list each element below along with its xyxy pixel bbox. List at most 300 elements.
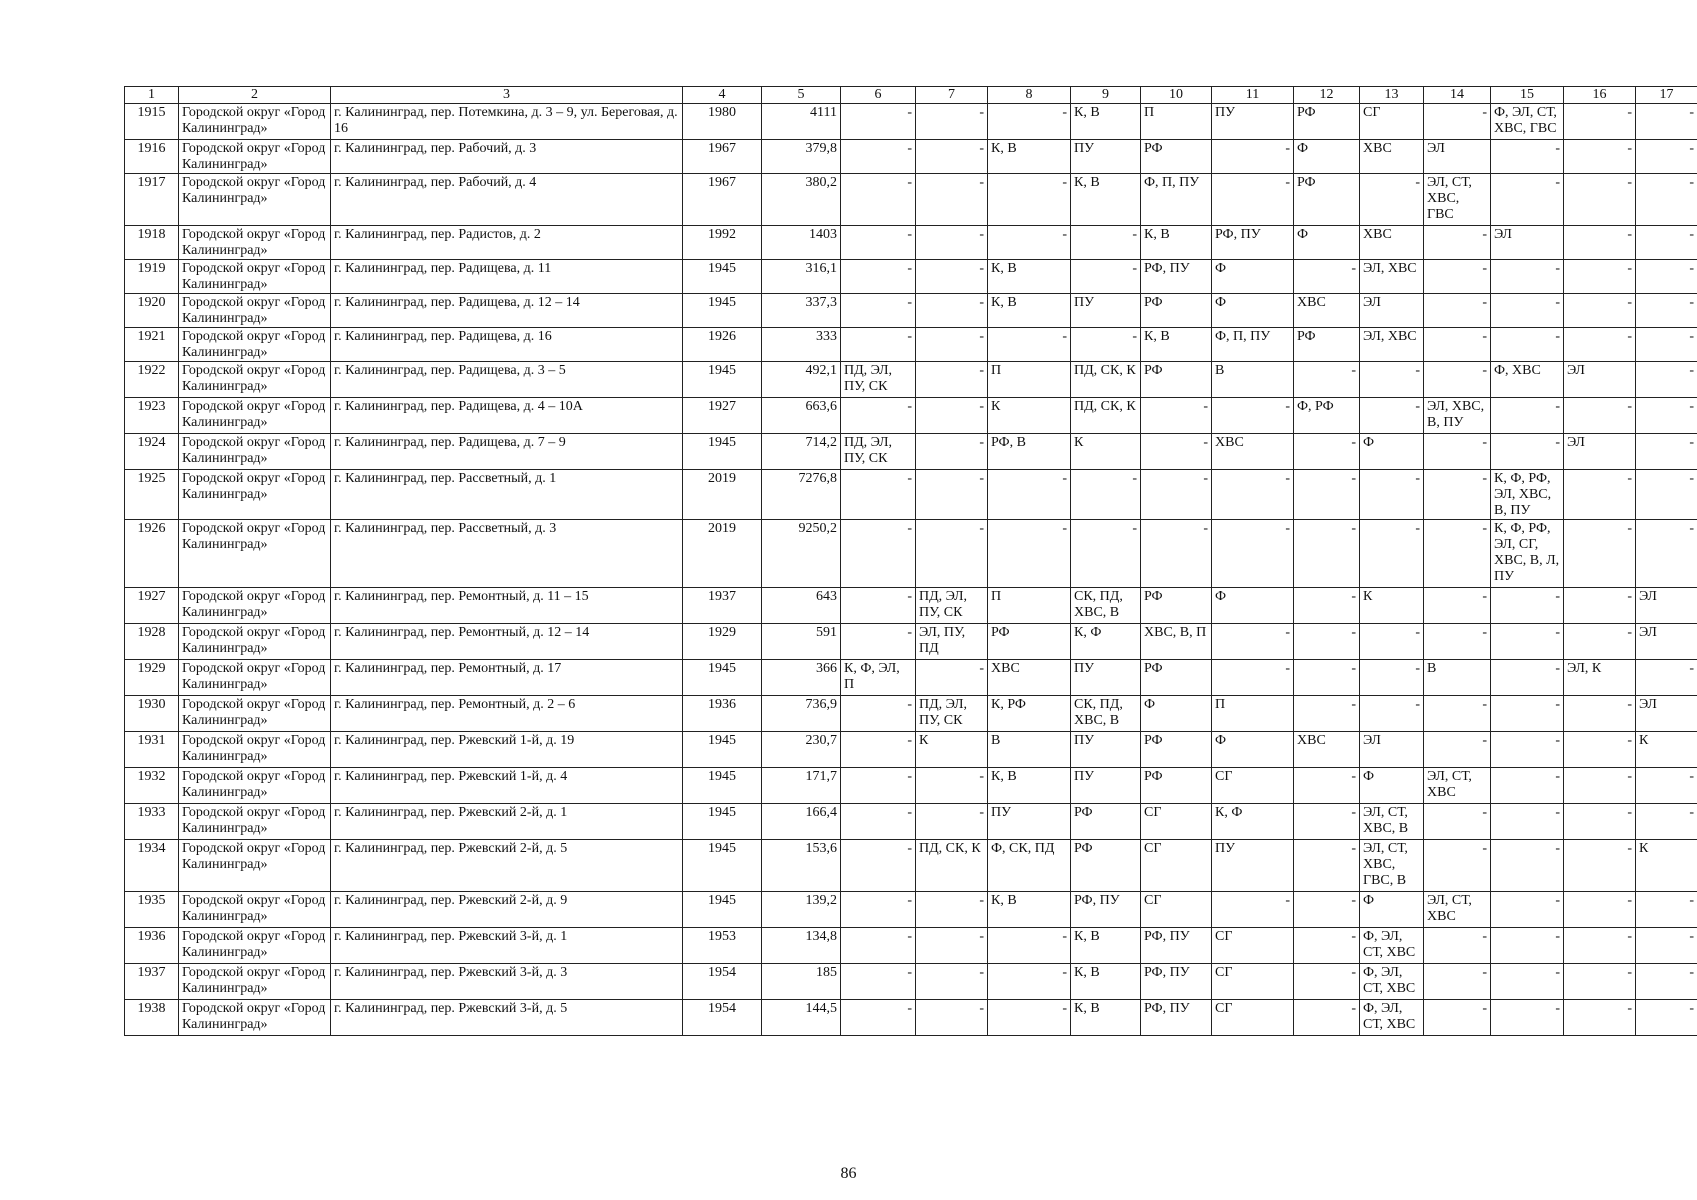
column-header-13: 13 [1360, 87, 1424, 104]
cell-col-10: РФ [1141, 660, 1212, 696]
cell-col-10: П [1141, 104, 1212, 140]
cell-address: г. Калининград, пер. Ремонтный, д. 11 – 15 [331, 588, 683, 624]
cell-col-14: - [1424, 362, 1491, 398]
cell-col-8: РФ, В [988, 434, 1071, 470]
cell-district: Городской округ «Город Калининград» [179, 804, 331, 840]
cell-col-13: - [1360, 398, 1424, 434]
cell-col-7: ПД, ЭЛ, ПУ, СК [916, 696, 988, 732]
cell-col-17: ЭЛ [1636, 624, 1697, 660]
cell-col-6: - [841, 928, 916, 964]
cell-col-14: - [1424, 226, 1491, 260]
cell-col-16: ЭЛ, К [1564, 660, 1636, 696]
column-header-12: 12 [1294, 87, 1360, 104]
cell-col-9: К, В [1071, 174, 1141, 226]
cell-total-area: 4111 [762, 104, 841, 140]
cell-col-15: - [1491, 140, 1564, 174]
cell-row-number: 1932 [125, 768, 179, 804]
cell-col-10: СГ [1141, 840, 1212, 892]
cell-col-7: - [916, 1000, 988, 1036]
cell-col-17: - [1636, 928, 1697, 964]
cell-col-7: - [916, 892, 988, 928]
column-header-16: 16 [1564, 87, 1636, 104]
cell-col-14: ЭЛ, СТ, ХВС [1424, 768, 1491, 804]
cell-col-17: - [1636, 328, 1697, 362]
cell-col-15: - [1491, 260, 1564, 294]
cell-col-13: ХВС [1360, 140, 1424, 174]
cell-col-13: - [1360, 624, 1424, 660]
cell-col-8: К [988, 398, 1071, 434]
cell-total-area: 316,1 [762, 260, 841, 294]
cell-col-11: СГ [1212, 1000, 1294, 1036]
cell-col-9: - [1071, 328, 1141, 362]
cell-district: Городской округ «Город Калининград» [179, 174, 331, 226]
cell-col-6: - [841, 104, 916, 140]
cell-col-12: РФ [1294, 174, 1360, 226]
cell-col-6: - [841, 840, 916, 892]
cell-district: Городской округ «Город Калининград» [179, 362, 331, 398]
cell-col-16: - [1564, 768, 1636, 804]
cell-col-8: П [988, 362, 1071, 398]
cell-col-8: К, В [988, 140, 1071, 174]
cell-row-number: 1938 [125, 1000, 179, 1036]
cell-col-13: Ф [1360, 434, 1424, 470]
cell-row-number: 1934 [125, 840, 179, 892]
cell-year-built: 1927 [683, 398, 762, 434]
cell-col-9: К, В [1071, 928, 1141, 964]
cell-district: Городской округ «Город Калининград» [179, 434, 331, 470]
cell-col-12: Ф, РФ [1294, 398, 1360, 434]
cell-col-10: РФ, ПУ [1141, 260, 1212, 294]
cell-col-16: - [1564, 104, 1636, 140]
cell-col-17: - [1636, 294, 1697, 328]
cell-address: г. Калининград, пер. Потемкина, д. 3 – 9, ул. Береговая, д. 16 [331, 104, 683, 140]
cell-col-13: ЭЛ, СТ, ХВС, В [1360, 804, 1424, 840]
cell-col-15: - [1491, 660, 1564, 696]
cell-col-7: - [916, 260, 988, 294]
cell-col-16: - [1564, 624, 1636, 660]
cell-col-14: - [1424, 964, 1491, 1000]
cell-total-area: 736,9 [762, 696, 841, 732]
cell-col-12: РФ [1294, 104, 1360, 140]
cell-year-built: 1953 [683, 928, 762, 964]
cell-col-16: - [1564, 588, 1636, 624]
cell-col-6: - [841, 328, 916, 362]
cell-col-7: - [916, 398, 988, 434]
cell-col-11: ХВС [1212, 434, 1294, 470]
cell-col-17: - [1636, 1000, 1697, 1036]
cell-col-16: - [1564, 892, 1636, 928]
cell-address: г. Калининград, пер. Радищева, д. 12 – 14 [331, 294, 683, 328]
cell-district: Городской округ «Город Калининград» [179, 840, 331, 892]
cell-col-8: РФ [988, 624, 1071, 660]
cell-col-12: - [1294, 520, 1360, 588]
cell-year-built: 1954 [683, 1000, 762, 1036]
cell-col-6: - [841, 964, 916, 1000]
cell-col-10: К, В [1141, 328, 1212, 362]
cell-col-13: К [1360, 588, 1424, 624]
cell-address: г. Калининград, пер. Радищева, д. 16 [331, 328, 683, 362]
cell-col-7: - [916, 804, 988, 840]
cell-col-15: - [1491, 964, 1564, 1000]
cell-col-10: - [1141, 520, 1212, 588]
cell-col-6: - [841, 226, 916, 260]
column-header-5: 5 [762, 87, 841, 104]
cell-col-8: К, В [988, 892, 1071, 928]
column-header-15: 15 [1491, 87, 1564, 104]
table-row [125, 520, 1697, 588]
cell-col-17: - [1636, 362, 1697, 398]
cell-district: Городской округ «Город Калининград» [179, 624, 331, 660]
cell-col-8: ХВС [988, 660, 1071, 696]
cell-col-14: ЭЛ, СТ, ХВС, ГВС [1424, 174, 1491, 226]
cell-col-8: К, В [988, 768, 1071, 804]
cell-total-area: 337,3 [762, 294, 841, 328]
cell-col-14: - [1424, 434, 1491, 470]
cell-col-16: - [1564, 928, 1636, 964]
cell-district: Городской округ «Город Калининград» [179, 140, 331, 174]
cell-col-7: - [916, 470, 988, 520]
cell-row-number: 1927 [125, 588, 179, 624]
cell-col-9: РФ, ПУ [1071, 892, 1141, 928]
cell-col-8: - [988, 520, 1071, 588]
cell-col-8: - [988, 174, 1071, 226]
cell-row-number: 1925 [125, 470, 179, 520]
cell-col-17: - [1636, 892, 1697, 928]
cell-col-6: - [841, 260, 916, 294]
cell-col-8: В [988, 732, 1071, 768]
cell-col-15: - [1491, 732, 1564, 768]
cell-col-16: - [1564, 328, 1636, 362]
table-row [125, 140, 1697, 174]
cell-col-9: ПУ [1071, 140, 1141, 174]
cell-col-10: РФ, ПУ [1141, 964, 1212, 1000]
cell-col-16: - [1564, 1000, 1636, 1036]
cell-col-9: К, Ф [1071, 624, 1141, 660]
cell-total-area: 1403 [762, 226, 841, 260]
cell-col-12: - [1294, 588, 1360, 624]
cell-col-12: - [1294, 804, 1360, 840]
cell-row-number: 1921 [125, 328, 179, 362]
cell-address: г. Калининград, пер. Радистов, д. 2 [331, 226, 683, 260]
cell-col-6: - [841, 768, 916, 804]
cell-col-11: Ф [1212, 732, 1294, 768]
cell-col-13: - [1360, 470, 1424, 520]
table-row [125, 660, 1697, 696]
cell-district: Городской округ «Город Калининград» [179, 294, 331, 328]
cell-col-9: К, В [1071, 964, 1141, 1000]
cell-col-7: - [916, 768, 988, 804]
column-header-14: 14 [1424, 87, 1491, 104]
cell-col-7: - [916, 140, 988, 174]
cell-row-number: 1915 [125, 104, 179, 140]
cell-col-9: ПУ [1071, 294, 1141, 328]
cell-col-11: В [1212, 362, 1294, 398]
cell-col-16: - [1564, 140, 1636, 174]
cell-col-12: - [1294, 362, 1360, 398]
cell-col-16: ЭЛ [1564, 434, 1636, 470]
register-table [124, 86, 1697, 1036]
cell-col-15: - [1491, 840, 1564, 892]
cell-col-7: - [916, 294, 988, 328]
cell-year-built: 1945 [683, 362, 762, 398]
cell-district: Городской округ «Город Калининград» [179, 928, 331, 964]
cell-col-11: Ф [1212, 294, 1294, 328]
cell-col-11: - [1212, 624, 1294, 660]
table-row [125, 294, 1697, 328]
cell-col-15: К, Ф, РФ, ЭЛ, ХВС, В, ПУ [1491, 470, 1564, 520]
cell-col-13: ЭЛ, СТ, ХВС, ГВС, В [1360, 840, 1424, 892]
cell-col-12: - [1294, 964, 1360, 1000]
cell-total-area: 366 [762, 660, 841, 696]
cell-col-17: - [1636, 470, 1697, 520]
cell-col-15: - [1491, 434, 1564, 470]
column-header-6: 6 [841, 87, 916, 104]
cell-col-15: Ф, ХВС [1491, 362, 1564, 398]
cell-address: г. Калининград, пер. Ржевский 3-й, д. 5 [331, 1000, 683, 1036]
cell-col-11: К, Ф [1212, 804, 1294, 840]
cell-col-10: РФ, ПУ [1141, 928, 1212, 964]
cell-address: г. Калининград, пер. Радищева, д. 11 [331, 260, 683, 294]
cell-col-11: РФ, ПУ [1212, 226, 1294, 260]
cell-address: г. Калининград, пер. Рабочий, д. 3 [331, 140, 683, 174]
cell-col-10: РФ [1141, 362, 1212, 398]
cell-col-11: - [1212, 660, 1294, 696]
cell-year-built: 1945 [683, 660, 762, 696]
cell-col-10: РФ [1141, 140, 1212, 174]
cell-address: г. Калининград, пер. Радищева, д. 3 – 5 [331, 362, 683, 398]
cell-total-area: 144,5 [762, 1000, 841, 1036]
cell-total-area: 714,2 [762, 434, 841, 470]
cell-total-area: 7276,8 [762, 470, 841, 520]
cell-col-17: К [1636, 732, 1697, 768]
column-header-17: 17 [1636, 87, 1697, 104]
cell-col-9: ПУ [1071, 660, 1141, 696]
cell-col-17: - [1636, 520, 1697, 588]
cell-col-12: - [1294, 928, 1360, 964]
cell-col-11: ПУ [1212, 104, 1294, 140]
cell-row-number: 1937 [125, 964, 179, 1000]
cell-total-area: 171,7 [762, 768, 841, 804]
cell-col-13: Ф, ЭЛ, СТ, ХВС [1360, 964, 1424, 1000]
cell-col-7: - [916, 362, 988, 398]
cell-col-8: - [988, 328, 1071, 362]
cell-col-9: ПУ [1071, 732, 1141, 768]
cell-col-15: - [1491, 804, 1564, 840]
cell-col-13: ХВС [1360, 226, 1424, 260]
table-row [125, 260, 1697, 294]
cell-col-7: - [916, 328, 988, 362]
table-row [125, 226, 1697, 260]
table-row [125, 434, 1697, 470]
cell-col-8: - [988, 928, 1071, 964]
table-row [125, 804, 1697, 840]
cell-col-10: - [1141, 470, 1212, 520]
cell-col-17: ЭЛ [1636, 588, 1697, 624]
cell-col-8: К, В [988, 294, 1071, 328]
cell-year-built: 1967 [683, 140, 762, 174]
cell-address: г. Калининград, пер. Ржевский 2-й, д. 5 [331, 840, 683, 892]
cell-district: Городской округ «Город Калининград» [179, 328, 331, 362]
cell-col-12: - [1294, 660, 1360, 696]
cell-total-area: 166,4 [762, 804, 841, 840]
cell-col-17: - [1636, 140, 1697, 174]
cell-col-12: - [1294, 470, 1360, 520]
table-row [125, 104, 1697, 140]
cell-col-12: Ф [1294, 140, 1360, 174]
cell-col-16: - [1564, 696, 1636, 732]
cell-col-11: ПУ [1212, 840, 1294, 892]
cell-row-number: 1920 [125, 294, 179, 328]
cell-row-number: 1933 [125, 804, 179, 840]
cell-year-built: 2019 [683, 470, 762, 520]
cell-col-8: - [988, 104, 1071, 140]
cell-address: г. Калининград, пер. Радищева, д. 4 – 10А [331, 398, 683, 434]
cell-col-8: П [988, 588, 1071, 624]
cell-col-6: - [841, 732, 916, 768]
cell-col-15: - [1491, 696, 1564, 732]
cell-address: г. Калининград, пер. Ржевский 3-й, д. 1 [331, 928, 683, 964]
column-header-1: 1 [125, 87, 179, 104]
column-header-2: 2 [179, 87, 331, 104]
cell-col-13: Ф, ЭЛ, СТ, ХВС [1360, 1000, 1424, 1036]
cell-col-15: - [1491, 892, 1564, 928]
cell-col-13: ЭЛ [1360, 732, 1424, 768]
cell-col-12: - [1294, 1000, 1360, 1036]
cell-col-17: - [1636, 104, 1697, 140]
cell-year-built: 1945 [683, 294, 762, 328]
cell-col-16: - [1564, 804, 1636, 840]
cell-col-11: - [1212, 174, 1294, 226]
cell-col-11: Ф, П, ПУ [1212, 328, 1294, 362]
cell-row-number: 1928 [125, 624, 179, 660]
cell-col-10: РФ [1141, 294, 1212, 328]
cell-col-11: Ф [1212, 260, 1294, 294]
cell-year-built: 1945 [683, 732, 762, 768]
cell-col-15: К, Ф, РФ, ЭЛ, СГ, ХВС, В, Л, ПУ [1491, 520, 1564, 588]
cell-col-7: ЭЛ, ПУ, ПД [916, 624, 988, 660]
cell-year-built: 1936 [683, 696, 762, 732]
cell-col-9: ПД, СК, К [1071, 398, 1141, 434]
cell-col-6: - [841, 174, 916, 226]
column-header-8: 8 [988, 87, 1071, 104]
cell-col-15: - [1491, 174, 1564, 226]
cell-total-area: 380,2 [762, 174, 841, 226]
cell-col-14: - [1424, 928, 1491, 964]
cell-total-area: 379,8 [762, 140, 841, 174]
cell-total-area: 591 [762, 624, 841, 660]
cell-col-10: РФ, ПУ [1141, 1000, 1212, 1036]
cell-year-built: 1926 [683, 328, 762, 362]
cell-total-area: 185 [762, 964, 841, 1000]
cell-row-number: 1917 [125, 174, 179, 226]
cell-row-number: 1936 [125, 928, 179, 964]
cell-col-14: - [1424, 328, 1491, 362]
cell-district: Городской округ «Город Калининград» [179, 660, 331, 696]
cell-col-7: ПД, СК, К [916, 840, 988, 892]
column-header-11: 11 [1212, 87, 1294, 104]
cell-col-10: РФ [1141, 588, 1212, 624]
cell-col-6: ПД, ЭЛ, ПУ, СК [841, 434, 916, 470]
cell-total-area: 492,1 [762, 362, 841, 398]
cell-row-number: 1918 [125, 226, 179, 260]
cell-col-15: - [1491, 1000, 1564, 1036]
cell-col-9: - [1071, 520, 1141, 588]
cell-col-14: - [1424, 624, 1491, 660]
cell-col-17: - [1636, 226, 1697, 260]
cell-year-built: 1945 [683, 804, 762, 840]
cell-col-12: - [1294, 624, 1360, 660]
cell-row-number: 1924 [125, 434, 179, 470]
cell-col-12: ХВС [1294, 294, 1360, 328]
cell-row-number: 1919 [125, 260, 179, 294]
cell-col-9: РФ [1071, 840, 1141, 892]
cell-total-area: 663,6 [762, 398, 841, 434]
cell-col-12: - [1294, 260, 1360, 294]
cell-col-16: ЭЛ [1564, 362, 1636, 398]
cell-col-14: - [1424, 520, 1491, 588]
cell-col-12: - [1294, 434, 1360, 470]
cell-col-13: - [1360, 696, 1424, 732]
cell-col-15: - [1491, 768, 1564, 804]
cell-year-built: 1929 [683, 624, 762, 660]
cell-col-14: - [1424, 470, 1491, 520]
cell-col-12: РФ [1294, 328, 1360, 362]
cell-district: Городской округ «Город Калининград» [179, 260, 331, 294]
cell-col-10: Ф [1141, 696, 1212, 732]
cell-col-16: - [1564, 732, 1636, 768]
cell-col-13: ЭЛ, ХВС [1360, 328, 1424, 362]
table-row [125, 840, 1697, 892]
cell-col-16: - [1564, 226, 1636, 260]
cell-col-8: - [988, 964, 1071, 1000]
cell-total-area: 9250,2 [762, 520, 841, 588]
cell-col-12: - [1294, 840, 1360, 892]
cell-col-9: - [1071, 470, 1141, 520]
cell-col-11: - [1212, 470, 1294, 520]
table-row [125, 362, 1697, 398]
cell-col-9: - [1071, 260, 1141, 294]
cell-col-9: СК, ПД, ХВС, В [1071, 696, 1141, 732]
cell-col-14: ЭЛ, СТ, ХВС [1424, 892, 1491, 928]
cell-col-14: - [1424, 840, 1491, 892]
cell-address: г. Калининград, пер. Ржевский 3-й, д. 3 [331, 964, 683, 1000]
cell-col-6: К, Ф, ЭЛ, П [841, 660, 916, 696]
cell-address: г. Калининград, пер. Ремонтный, д. 2 – 6 [331, 696, 683, 732]
cell-col-11: П [1212, 696, 1294, 732]
cell-total-area: 333 [762, 328, 841, 362]
cell-address: г. Калининград, пер. Ржевский 1-й, д. 4 [331, 768, 683, 804]
cell-col-10: - [1141, 398, 1212, 434]
cell-col-16: - [1564, 174, 1636, 226]
cell-row-number: 1926 [125, 520, 179, 588]
cell-col-11: СГ [1212, 928, 1294, 964]
cell-col-7: - [916, 660, 988, 696]
cell-col-8: Ф, СК, ПД [988, 840, 1071, 892]
cell-address: г. Калининград, пер. Рассветный, д. 1 [331, 470, 683, 520]
cell-col-11: СГ [1212, 768, 1294, 804]
cell-col-17: К [1636, 840, 1697, 892]
cell-address: г. Калининград, пер. Ремонтный, д. 17 [331, 660, 683, 696]
table-row [125, 328, 1697, 362]
cell-col-8: - [988, 1000, 1071, 1036]
cell-year-built: 1945 [683, 768, 762, 804]
cell-col-9: РФ [1071, 804, 1141, 840]
cell-col-17: - [1636, 660, 1697, 696]
cell-col-17: - [1636, 434, 1697, 470]
cell-col-6: - [841, 588, 916, 624]
cell-col-7: - [916, 520, 988, 588]
column-number-header-row [125, 87, 1697, 104]
